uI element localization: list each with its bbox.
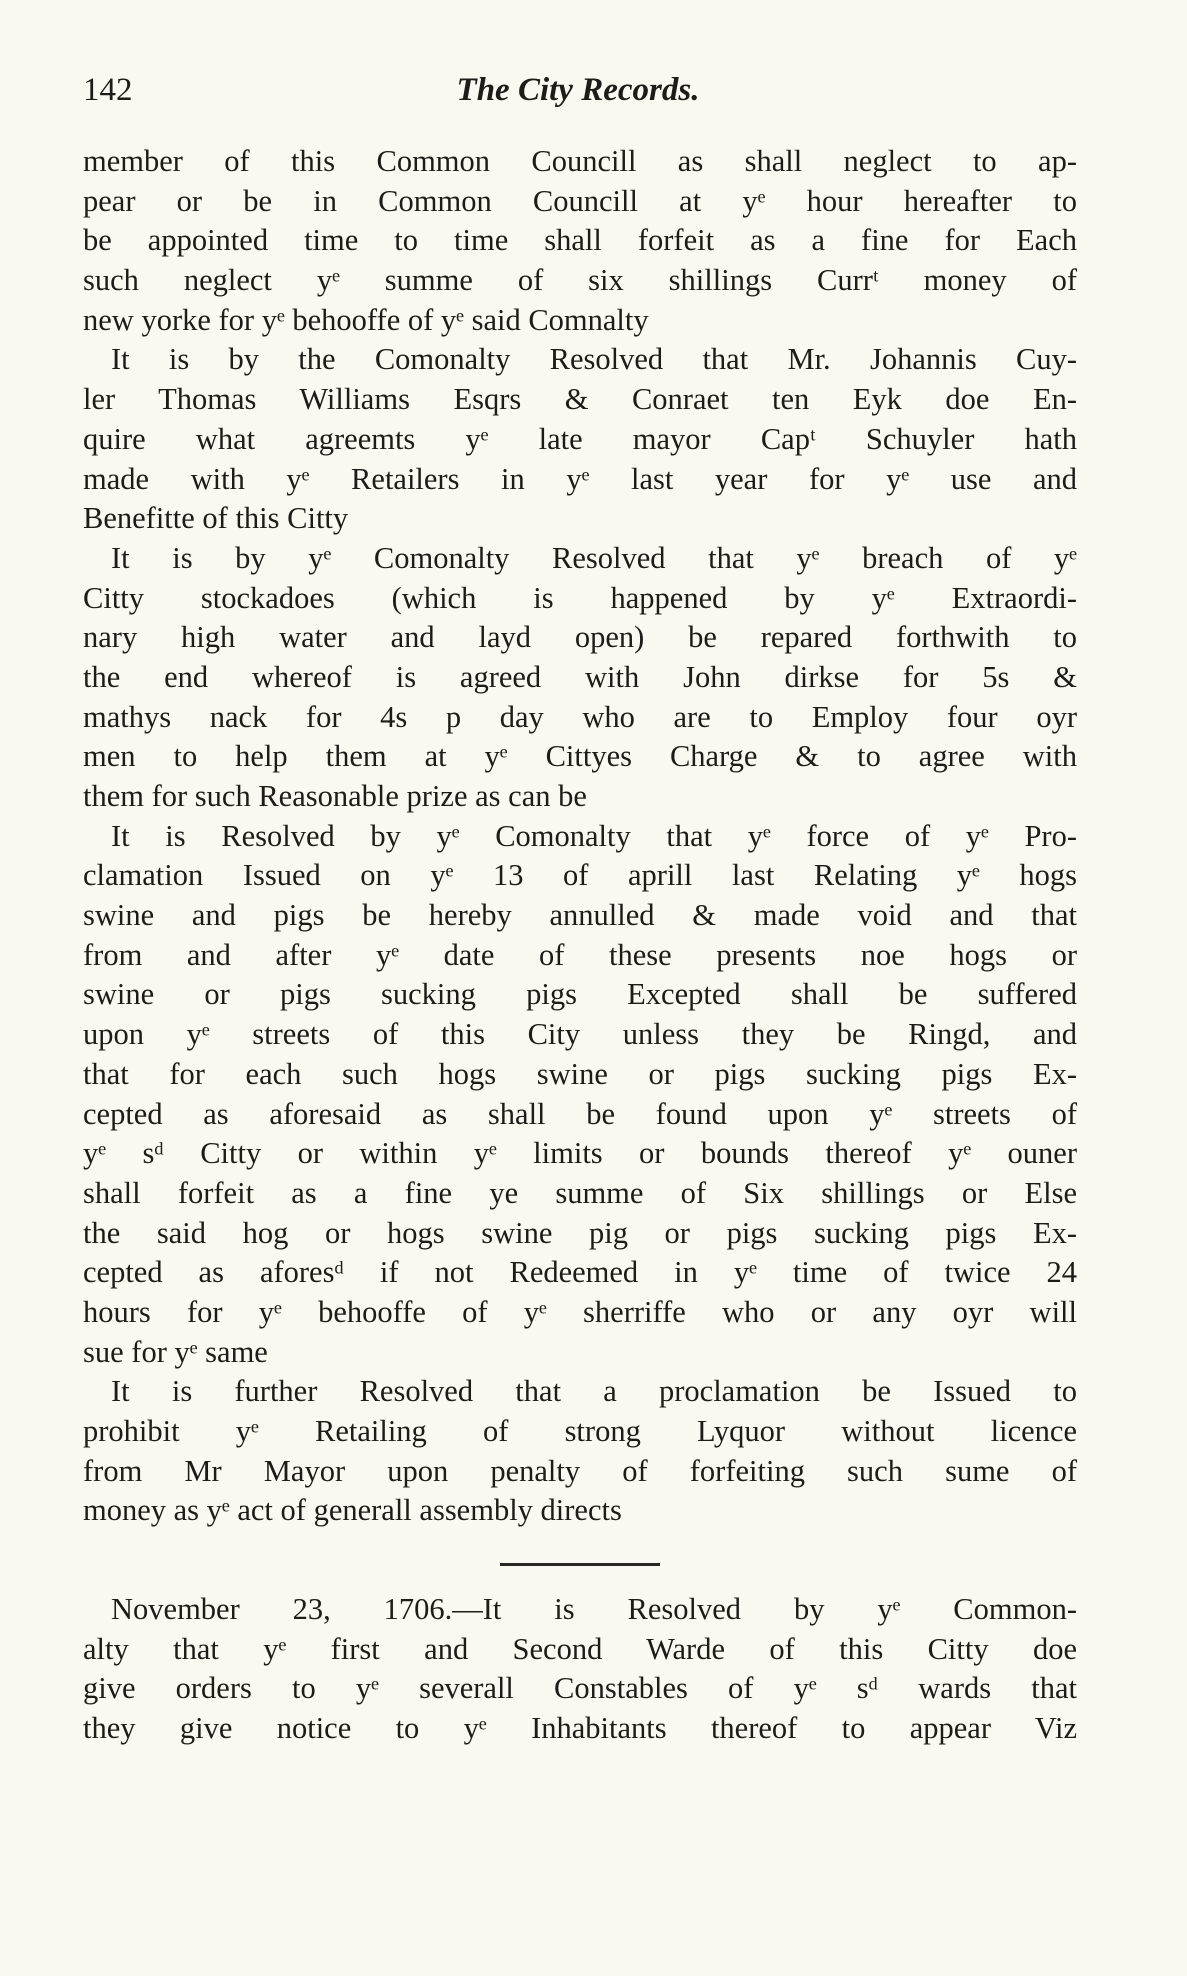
text-line: from Mr Mayor upon penalty of forfeiting such sume of	[83, 1453, 1077, 1488]
text-line: be appointed time to time shall forfeit as a fine for Each	[83, 223, 1077, 258]
text-line: alty that yᵉ first and Second Warde of this Citty doe	[83, 1631, 1077, 1666]
text-line: It is Resolved by yᵉ Comonalty that yᵉ force of yᵉ Pro-	[111, 818, 1077, 853]
text-line: from and after yᵉ date of these presents noe hogs or	[83, 937, 1077, 972]
text-line: quire what agreemts yᵉ late mayor Capᵗ Schuyler hath	[83, 421, 1077, 456]
text-line: prohibit yᵉ Retailing of strong Lyquor without licence	[83, 1414, 1077, 1448]
text-line: yᵉ sᵈ Citty or within yᵉ limits or bounds thereof yᵉ ouner	[83, 1136, 1077, 1171]
section-divider	[500, 1563, 660, 1566]
text-line: clamation Issued on yᵉ 13 of aprill last Relating yᵉ hogs	[83, 858, 1077, 893]
record-block-1	[83, 142, 1077, 1531]
running-title: The City Records.	[456, 72, 700, 108]
text-line: them for such Reasonable prize as can be	[83, 779, 587, 813]
text-line: cepted as aforesᵈ if not Redeemed in yᵉ time of twice 24	[83, 1255, 1077, 1290]
body-text	[83, 142, 1077, 1749]
record-block-2	[83, 1590, 1077, 1749]
text-line: ler Thomas Williams Esqrs & Conraet ten Eyk doe En-	[83, 382, 1077, 417]
text-line: give orders to yᵉ severall Constables of yᵉ sᵈ wards that	[83, 1671, 1077, 1706]
text-line: Citty stockadoes (which is happened by yᵉ Extraordi-	[83, 580, 1077, 615]
text-line: November 23, 1706.—It is Resolved by yᵉ Common-	[111, 1592, 1077, 1627]
text-line: men to help them at yᵉ Cittyes Charge & to agree with	[83, 739, 1077, 774]
page-number: 142	[83, 72, 133, 108]
text-line: the said hog or hogs swine pig or pigs sucking pigs Ex-	[83, 1215, 1077, 1250]
text-line: shall forfeit as a fine ye summe of Six shillings or Else	[83, 1175, 1077, 1210]
text-line: It is by yᵉ Comonalty Resolved that yᵉ breach of yᵉ	[111, 540, 1077, 575]
text-line: swine or pigs sucking pigs Excepted shall be suffered	[83, 977, 1077, 1012]
text-line: new yorke for yᵉ behooffe of yᵉ said Comnalty	[83, 302, 649, 337]
text-line: nary high water and layd open) be repared forthwith to	[83, 620, 1077, 655]
text-line: Benefitte of this Citty	[83, 501, 349, 536]
text-line: hours for yᵉ behooffe of yᵉ sherriffe who or any oyr will	[83, 1294, 1077, 1329]
text-line: It is by the Comonalty Resolved that Mr. Johannis Cuy-	[111, 342, 1077, 377]
text-line: the end whereof is agreed with John dirkse for 5s &	[83, 659, 1077, 694]
text-line: swine and pigs be hereby annulled & made void and that	[83, 898, 1077, 933]
text-line: member of this Common Councill as shall neglect to ap-	[83, 144, 1077, 178]
text-line: upon yᵉ streets of this City unless they be Ringd, and	[83, 1017, 1077, 1052]
text-line: cepted as aforesaid as shall be found upon yᵉ streets of	[83, 1096, 1077, 1131]
text-line: such neglect yᵉ summe of six shillings Currᵗ money of	[83, 263, 1077, 298]
running-head	[83, 72, 1073, 112]
text-line: made with yᵉ Retailers in yᵉ last year for yᵉ use and	[83, 461, 1077, 496]
text-line: money as yᵉ act of generall assembly directs	[83, 1493, 622, 1528]
text-line: It is further Resolved that a proclamation be Issued to	[111, 1374, 1077, 1409]
text-line: pear or be in Common Councill at yᵉ hour hereafter to	[83, 183, 1077, 218]
text-line: that for each such hogs swine or pigs sucking pigs Ex-	[83, 1056, 1077, 1091]
text-line: sue for yᵉ same	[83, 1334, 268, 1369]
text-line: mathys nack for 4s p day who are to Employ four oyr	[83, 699, 1077, 734]
text-line: they give notice to yᵉ Inhabitants thereof to appear Viz	[83, 1711, 1077, 1746]
